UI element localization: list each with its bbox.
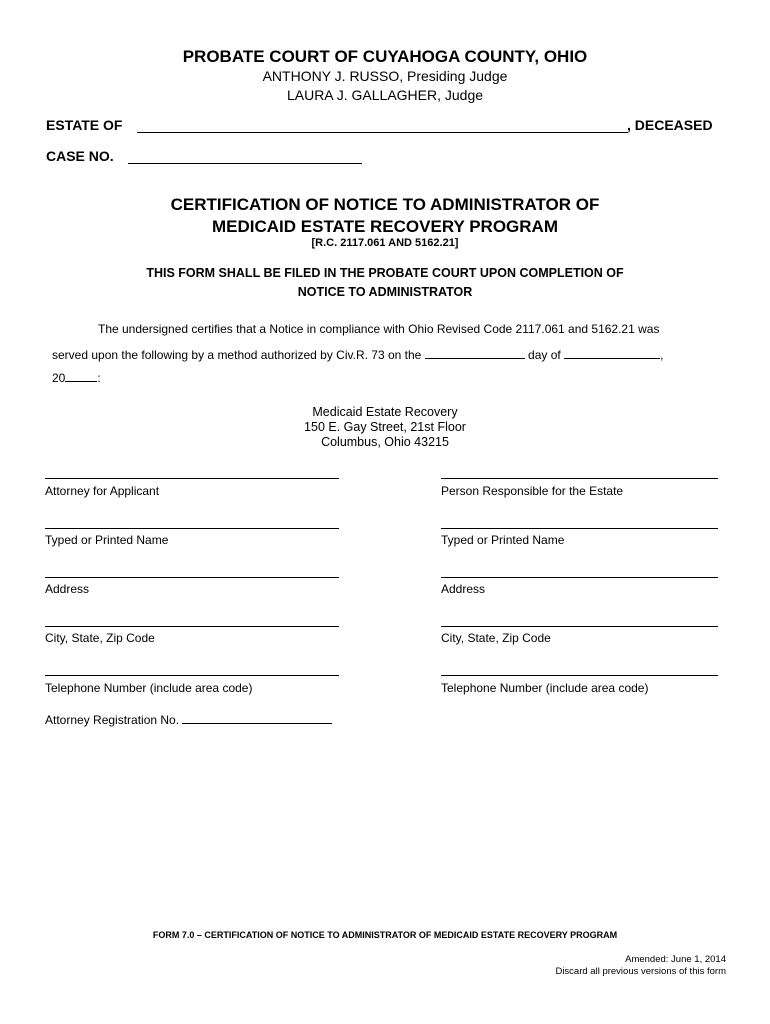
presiding-judge: ANTHONY J. RUSSO, Presiding Judge [262, 68, 508, 84]
responsible-person-signature-field[interactable] [441, 464, 718, 479]
service-day-field[interactable] [425, 346, 525, 359]
filing-instruction-line2: NOTICE TO ADMINISTRATOR [297, 285, 473, 299]
day-of-text: day of [528, 348, 561, 362]
left-field-label-address: Address [45, 582, 90, 596]
certification-line1: The undersigned certifies that a Notice in compliance with Ohio Revised Code 2117.061 and 5162.21 was [98, 322, 660, 336]
attorney-printed-name-field[interactable] [45, 514, 339, 529]
statute-reference: [R.C. 2117.061 AND 5162.21] [311, 237, 459, 249]
judge-name: LAURA J. GALLAGHER, Judge [286, 87, 484, 103]
served-text: served upon the following by a method authorized by Civ.R. 73 on the [52, 348, 422, 362]
responsible-address-field[interactable] [441, 563, 718, 578]
right-field-label-address: Address [441, 582, 486, 596]
discard-notice: Discard all previous versions of this form [555, 966, 726, 977]
service-month-field[interactable] [564, 346, 660, 359]
left-field-label-city: City, State, Zip Code [45, 631, 155, 645]
attorney-signature-field[interactable] [45, 464, 339, 479]
recipient-street: 150 E. Gay Street, 21st Floor [304, 420, 466, 434]
recipient-name: Medicaid Estate Recovery [312, 405, 458, 419]
certification-line2 [52, 346, 663, 362]
form-title-line1: CERTIFICATION OF NOTICE TO ADMINISTRATOR OF [170, 195, 600, 214]
colon-text: : [97, 371, 101, 385]
amended-date: Amended: June 1, 2014 [625, 954, 726, 965]
court-name: PROBATE COURT OF CUYAHOGA COUNTY, OHIO [182, 47, 588, 66]
attorney-registration-field[interactable] [182, 711, 332, 724]
right-field-label-printed-name: Typed or Printed Name [441, 533, 565, 547]
case-no-label: CASE NO. [46, 148, 114, 164]
left-field-label-printed-name: Typed or Printed Name [45, 533, 169, 547]
attorney-city-field[interactable] [45, 612, 339, 627]
left-field-label-attorney: Attorney for Applicant [45, 484, 160, 498]
form-title-line2: MEDICAID ESTATE RECOVERY PROGRAM [211, 217, 558, 236]
attorney-registration-row [45, 711, 332, 727]
right-field-label-city: City, State, Zip Code [441, 631, 551, 645]
attorney-address-field[interactable] [45, 563, 339, 578]
right-field-label-phone: Telephone Number (include area code) [441, 681, 649, 695]
estate-of-label: ESTATE OF [46, 117, 123, 133]
filing-instruction-line1: THIS FORM SHALL BE FILED IN THE PROBATE COURT UPON COMPLETION OF [146, 266, 624, 280]
service-year-field[interactable] [65, 369, 97, 382]
attorney-phone-field[interactable] [45, 661, 339, 676]
right-field-label-responsible-person: Person Responsible for the Estate [441, 484, 624, 498]
case-number-field[interactable] [128, 146, 362, 164]
responsible-phone-field[interactable] [441, 661, 718, 676]
deceased-label: , DECEASED [627, 117, 713, 133]
responsible-city-field[interactable] [441, 612, 718, 627]
year-prefix: 20 [52, 371, 66, 385]
attorney-registration-label: Attorney Registration No. [45, 713, 180, 727]
recipient-city: Columbus, Ohio 43215 [321, 435, 449, 449]
left-field-label-phone: Telephone Number (include area code) [45, 681, 253, 695]
form-footer-title: FORM 7.0 – CERTIFICATION OF NOTICE TO ADMINISTRATOR OF MEDICAID ESTATE RECOVERY PROGRAM [152, 930, 618, 940]
responsible-printed-name-field[interactable] [441, 514, 718, 529]
comma-text: , [660, 348, 664, 362]
certification-line3 [52, 369, 101, 385]
estate-name-field[interactable] [137, 115, 628, 133]
